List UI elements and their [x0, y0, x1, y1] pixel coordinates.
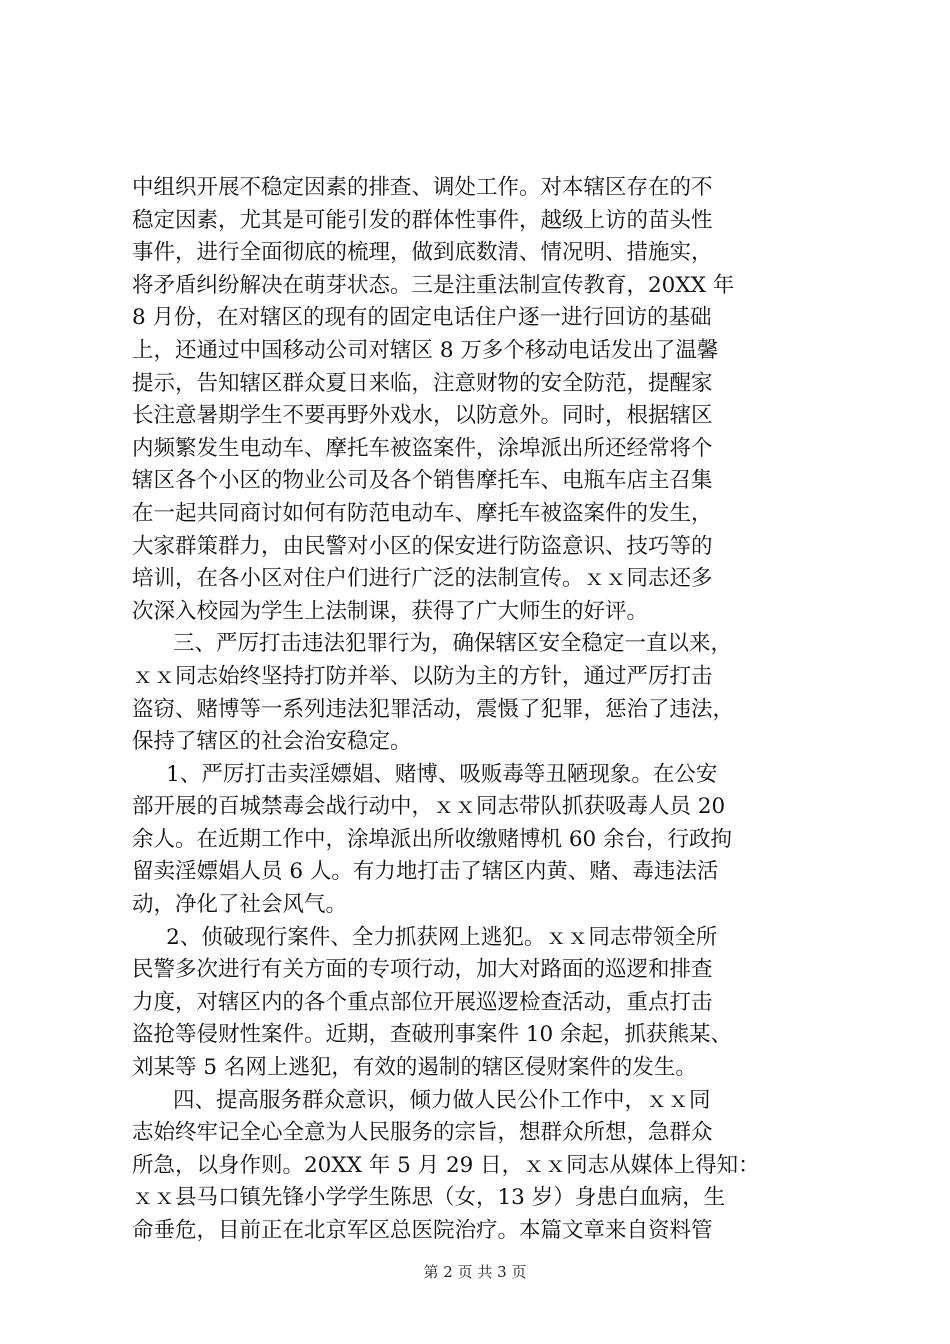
text-line: 8 月份，在对辖区的现有的固定电话住户逐一进行回访的基础	[132, 305, 712, 331]
text-line: 2、侦破现行案件、全力抓获网上逃犯。ｘｘ同志带领全所	[132, 924, 718, 950]
text-line: 所急，以身作则。20XX 年 5 月 29 日，ｘｘ同志从媒体上得知：	[132, 1152, 760, 1178]
text-line: 在一起共同商讨如何有防范电动车、摩托车被盗案件的发生，	[132, 500, 713, 526]
text-line: 留卖淫嫖娼人员 6 人。有力地打击了辖区内黄、赌、毒违法活	[132, 859, 719, 885]
text-line: 动，净化了社会风气。	[132, 892, 348, 918]
text-line: 命垂危，目前正在北京军区总医院治疗。本篇文章来自资料管	[132, 1218, 713, 1243]
page-number-footer: 第 2 页 共 3 页	[423, 1263, 527, 1281]
text-line: 中组织开展不稳定因素的排查、调处工作。对本辖区存在的不	[132, 175, 713, 200]
text-line: 保持了辖区的社会治安稳定。	[132, 729, 412, 755]
text-line: 稳定因素，尤其是可能引发的群体性事件，越级上访的苗头性	[132, 207, 713, 233]
text-line: 大家群策群力，由民警对小区的保安进行防盗意识、技巧等的	[132, 533, 713, 559]
text-line: 力度，对辖区内的各个重点部位开展巡逻检查活动，重点打击	[132, 989, 713, 1015]
text-line: 将矛盾纠纷解决在萌芽状态。三是注重法制宣传教育，20XX 年	[132, 272, 735, 298]
section-heading-line: 四、提高服务群众意识，倾力做人民公仆工作中，ｘｘ同	[132, 1087, 711, 1113]
text-line: 刘某等 5 名网上逃犯，有效的遏制的辖区侵财案件的发生。	[132, 1055, 697, 1081]
text-line: 盗窃、赌博等一系列违法犯罪活动，震慑了犯罪，惩治了违法，	[132, 696, 735, 722]
text-line: ｘｘ同志始终坚持打防并举、以防为主的方针，通过严厉打击	[132, 663, 713, 689]
text-line: 提示，告知辖区群众夏日来临，注意财物的安全防范，提醒家	[132, 370, 713, 396]
text-line: 培训，在各小区对住户们进行广泛的法制宣传。ｘｘ同志还多	[132, 566, 713, 592]
text-line: 民警多次进行有关方面的专项行动，加大对路面的巡逻和排查	[132, 957, 713, 983]
text-line: 次深入校园为学生上法制课，获得了广大师生的好评。	[132, 598, 649, 624]
text-line: 辖区各个小区的物业公司及各个销售摩托车、电瓶车店主召集	[132, 468, 713, 494]
section-heading-line: 三、严厉打击违法犯罪行为，确保辖区安全稳定一直以来，	[132, 631, 733, 657]
body-text	[132, 172, 832, 1248]
text-line: 长注意暑期学生不要再野外戏水，以防意外。同时，根据辖区	[132, 403, 713, 429]
text-line: 内频繁发生电动车、摩托车被盗案件，涂埠派出所还经常将个	[132, 435, 713, 461]
text-line: 余人。在近期工作中，涂埠派出所收缴赌博机 60 余台，行政拘	[132, 826, 733, 852]
text-line: ｘｘ县马口镇先锋小学学生陈思（女，13 岁）身患白血病，生	[132, 1185, 726, 1211]
text-line: 上，还通过中国移动公司对辖区 8 万多个移动电话发出了温馨	[132, 337, 719, 363]
text-line: 1、严厉打击卖淫嫖娼、赌博、吸贩毒等丑陋现象。在公安	[132, 761, 718, 787]
text-line: 部开展的百城禁毒会战行动中，ｘｘ同志带队抓获吸毒人员 20	[132, 794, 726, 820]
text-line: 事件，进行全面彻底的梳理，做到底数清、情况明、措施实，	[132, 240, 713, 266]
text-line: 盗抢等侵财性案件。近期，查破刑事案件 10 余起，抓获熊某、	[132, 1022, 733, 1048]
text-line: 志始终牢记全心全意为人民服务的宗旨，想群众所想，急群众	[132, 1120, 713, 1146]
